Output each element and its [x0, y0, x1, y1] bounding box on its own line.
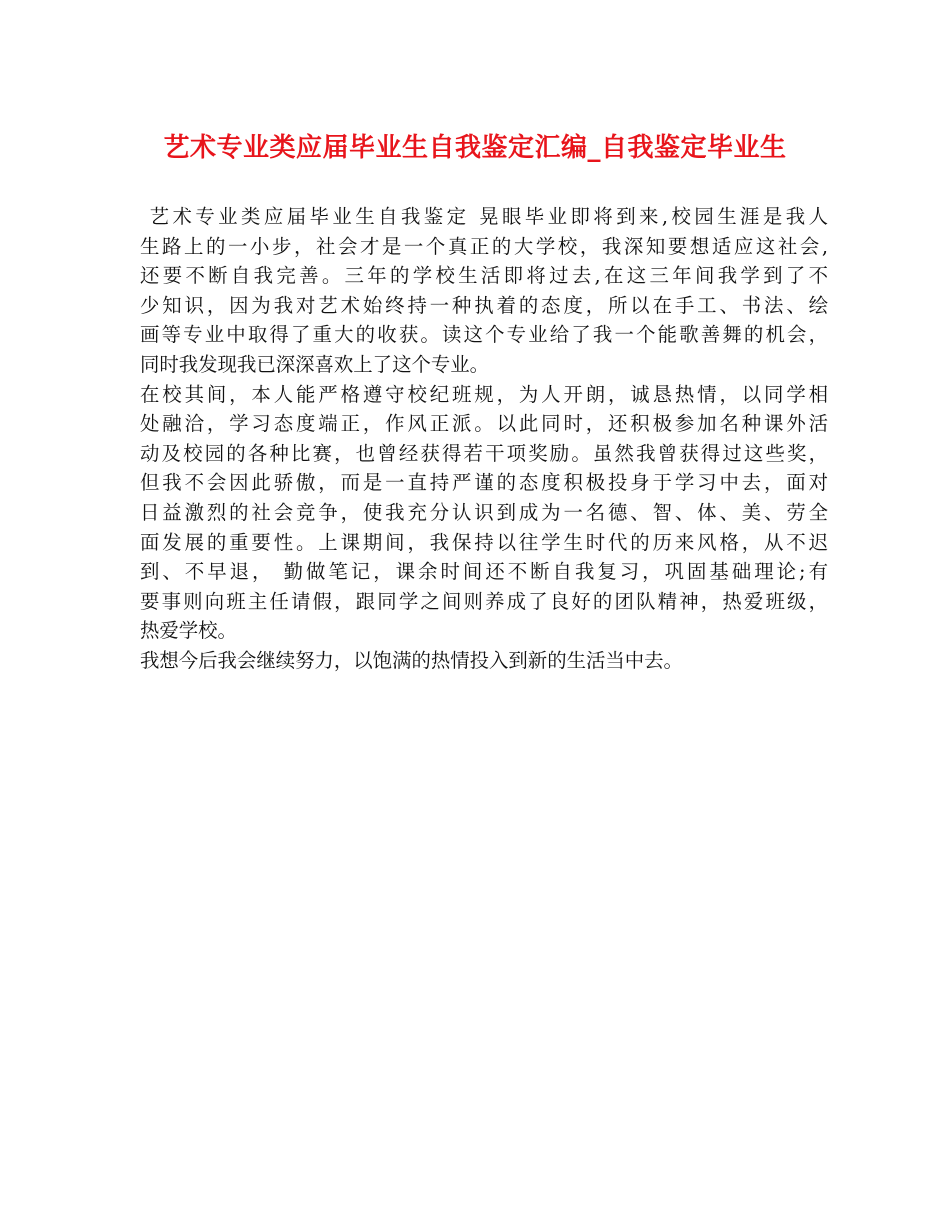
text-line: 要事则向班主任请假，跟同学之间则养成了良好的团队精神，热爱班级， — [140, 589, 828, 613]
text-line: 到、不早退， 勤做笔记，课余时间还不断自我复习，巩固基础理论;有 — [140, 560, 828, 584]
text-line: 在校其间，本人能严格遵守校纪班规，为人开朗，诚恳热情，以同学相 — [140, 382, 828, 406]
text-line: 生路上的一小步，社会才是一个真正的大学校，我深知要想适应这社会, — [140, 234, 828, 258]
text-line: 处融洽，学习态度端正，作风正派。以此同时，还积极参加名种课外活 — [140, 412, 828, 436]
text-line: 热爱学校。 — [140, 619, 237, 643]
text-line: 艺术专业类应届毕业生自我鉴定 晃眼毕业即将到来,校园生涯是我人 — [140, 205, 828, 228]
text-line: 日益激烈的社会竞争，使我充分认识到成为一名德、智、体、美、劳全 — [140, 500, 828, 524]
text-line: 还要不断自我完善。三年的学校生活即将过去,在这三年间我学到了不 — [140, 264, 828, 288]
text-line: 动及校园的各种比赛，也曾经获得若干项奖励。虽然我曾获得过这些奖， — [140, 441, 828, 465]
text-line: 但我不会因此骄傲，而是一直持严谨的态度积极投身于学习中去，面对 — [140, 471, 828, 495]
document-body — [140, 202, 828, 676]
text-line: 画等专业中取得了重大的收获。读这个专业给了我一个能歌善舞的机会， — [140, 323, 828, 347]
text-line: 同时我发现我已深深喜欢上了这个专业。 — [140, 352, 490, 376]
document-title: 艺术专业类应届毕业生自我鉴定汇编_自我鉴定毕业生 — [163, 133, 787, 163]
text-line: 少知识，因为我对艺术始终持一种执着的态度，所以在手工、书法、绘 — [140, 293, 828, 317]
text-line: 面发展的重要性。上课期间，我保持以往学生时代的历来风格，从不迟 — [140, 530, 828, 554]
text-line: 我想今后我会继续努力，以饱满的热情投入到新的生活当中去。 — [140, 648, 683, 672]
